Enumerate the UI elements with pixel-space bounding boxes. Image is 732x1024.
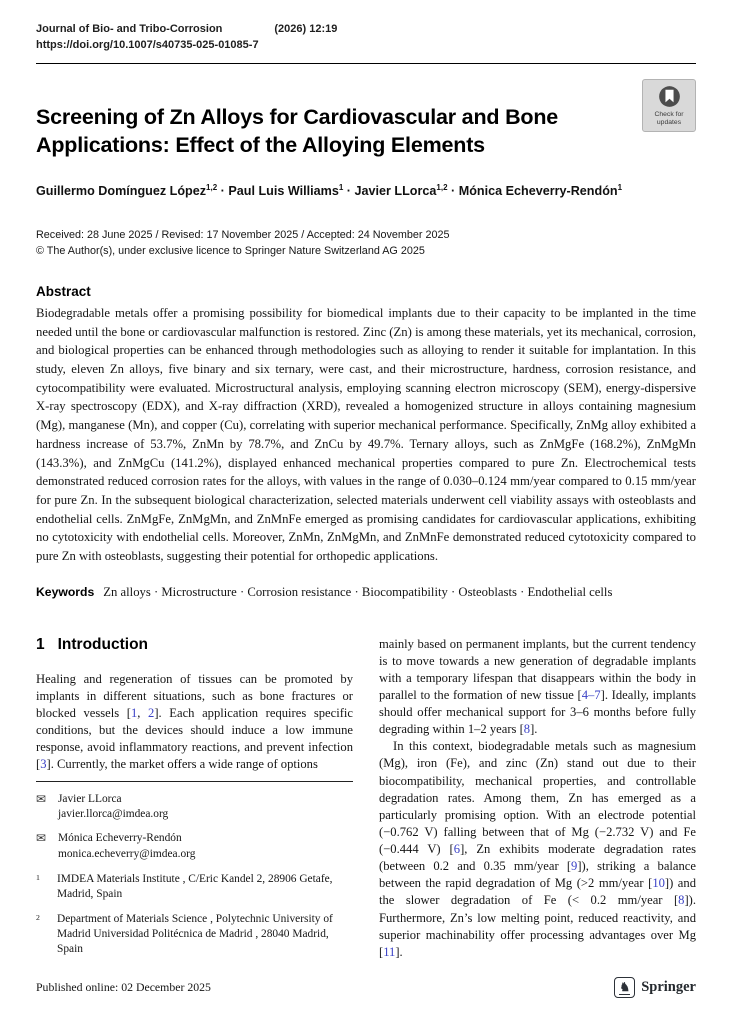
history-line: Received: 28 June 2025 / Revised: 17 November 2025 / Accepted: 24 November 2025: [36, 228, 450, 241]
section-heading-introduction: [36, 636, 353, 654]
intro-paragraph-right-2: In this context, biodegradable metals such as magnesium (Mg), iron (Fe), and zinc (Zn) stand out due to their biocompatibility, mechanical properties, and controllable degradation rates. Among them, Zn has emerged as a particularly promising option. With an electrode potential (−0.762 V) falling between that of Mg (−2.732 V) and Fe (−0.444 V) [6], Zn exhibits moderate degradation rates (between 0.2 and 0.35 mm/year [9]), striking a balance between the rapid degradation of Mg (>2 mm/year [10]) and the slower degradation of Fe (< 0.2 mm/year [8]). Furthermore, Zn’s low melting point, reduced reactivity, and superior machinability offer processing advantages over Mg [11].: [379, 739, 697, 959]
citation-link[interactable]: 3: [40, 757, 47, 772]
affiliation-number: 1: [36, 872, 40, 882]
corresponding-author-email[interactable]: monica.echeverry@imdea.org: [58, 847, 196, 860]
corresponding-author-entry: [36, 831, 353, 861]
citation-link[interactable]: 4–7: [581, 687, 601, 702]
citation-link[interactable]: 8: [523, 722, 531, 737]
springer-logo-text: Springer: [641, 979, 696, 995]
check-for-updates-badge[interactable]: [642, 79, 696, 132]
citation-link[interactable]: 1: [130, 705, 138, 720]
header-rule: [36, 63, 696, 64]
page-header: [36, 22, 696, 54]
springer-knight-icon: ♞: [614, 977, 635, 998]
abstract-text: Biodegradable metals offer a promising possibility for biomedical implants due to their capacity to be implanted in the time needed until the bone or cardiovascular malfunction is restored. Zinc (Zn) is among these materials, yet its mechanical, corrosion, and biological properties can be enhanced through methodologies such as alloying to render it suitable for implantation. In this study, eleven Zn alloys, five binary and six ternary, were cast, and their microstructure, hardness, corrosion resistance, and cytocompatibility were evaluated. Microstructural analysis, employing scanning electron microscopy (SEM), energy-dispersive X-ray spectroscopy (EDX), and X-ray diffraction (XRD), revealed a homogenized structure in alloys containing magnesium (Mg), manganese (Mn), and copper (Cu), correlating with superior mechanical performance. Specifically, ZnMg alloy exhibited a hardness increase of 53.7%, ZnMn by 78.7%, and ZnCu by 49.7%. Ternary alloys, such as ZnMgFe (168.2%), ZnMgMn (143.3%), and ZnMgCu (141.2%), displayed enhanced mechanical properties compared to pure Zn. Electrochemical tests demonstrated reduced corrosion rates for the alloys, with values in the range of 0.030–0.124 mm/year compared to 0.15 mm/year for pure Zn. In the subsequent biological characterization, selected materials underwent cell viability assays with osteoblasts and endothelial cells. ZnMgFe, ZnMgMn, and ZnMnFe emerged as promising candidates for cardiovascular applications, exhibiting no cytotoxicity with endothelial cells. Moreover, ZnMn, ZnMgMn, and ZnMnFe demonstrated reduced cytotoxicity compared to pure Zn with osteoblasts, suggesting their potential for orthopedic applications.: [36, 306, 696, 563]
affiliation-text: Department of Materials Science , Polytechnic University of Madrid Universidad Politécnica de Madrid , 28040 Madrid, Spain: [57, 913, 333, 956]
check-for-updates-label: Check for updates: [654, 111, 684, 127]
right-column: [379, 636, 696, 958]
volume-citation: (2026) 12:19: [274, 23, 338, 35]
corresponding-author-name: Javier LLorca: [58, 793, 122, 806]
check-for-updates-icon: [656, 83, 683, 110]
affiliation-number: 2: [36, 913, 40, 923]
published-online-line: Published online: 02 December 2025: [36, 980, 211, 994]
corresponding-author: [58, 792, 168, 822]
mail-icon: ✉: [36, 831, 47, 846]
citation-link[interactable]: 10: [652, 876, 665, 891]
affiliation-entry: [36, 912, 353, 957]
citation-link[interactable]: 6: [453, 842, 461, 857]
article-meta: [36, 227, 696, 259]
springer-logo: [614, 977, 696, 998]
corresponding-author-email[interactable]: javier.llorca@imdea.org: [58, 808, 169, 821]
citation-link[interactable]: 2: [148, 705, 155, 720]
doi-link[interactable]: https://doi.org/10.1007/s40735-025-01085-7: [36, 38, 259, 51]
footnote-block: [36, 781, 353, 957]
keywords-line: [36, 585, 696, 600]
section-title: Introduction: [57, 635, 149, 653]
section-number: 1: [36, 635, 45, 653]
intro-paragraph-left: Healing and regeneration of tissues can be promoted by implants in different situations, such as bone fractures or blocked vessels [1, 2]. Each application requires specific conditions, but the devices should induce a low immune response, avoid inflammatory reactions, and prevent infection [3]. Currently, the market offers a wide range of options: [36, 671, 353, 772]
corresponding-author: [58, 831, 195, 861]
abstract-heading: Abstract: [36, 284, 91, 300]
citation-link[interactable]: 11: [383, 944, 396, 959]
affiliation-entry: [36, 872, 353, 902]
author-list: Guillermo Domínguez López$^{1,2}$ · Paul Luis Williams$^1$ · Javier LLorca$^{1,2}$ · Mónica Echeverry-Rendón$^1$: [36, 182, 623, 198]
mail-icon: ✉: [36, 792, 47, 807]
article-title: Screening of Zn Alloys for Cardiovascular and Bone Applications: Effect of the Alloying Elements: [36, 104, 559, 157]
page-footer: [36, 977, 696, 998]
corresponding-author-entry: [36, 792, 353, 822]
corresponding-author-name: Mónica Echeverry-Rendón: [58, 832, 182, 845]
intro-paragraph-right-1: mainly based on permanent implants, but the current tendency is to move towards a new generation of degradable implants with a temporary lifespan that disappears within the body in parallel to the formation of new tissue [4–7]. Ideally, implants should offer mechanical support for 3–6 months before fully degrading within 1–2 years [8].: [379, 636, 697, 737]
keywords-text: Zn alloys · Microstructure · Corrosion resistance · Biocompatibility · Osteoblasts · Endothelial cells: [103, 584, 613, 599]
left-column: [36, 636, 353, 958]
affiliation-text: IMDEA Materials Institute , C/Eric Kandel 2, 28906 Getafe, Madrid, Spain: [57, 872, 333, 900]
journal-name: Journal of Bio- and Tribo-Corrosion: [36, 23, 223, 35]
citation-link[interactable]: 9: [571, 859, 578, 874]
copyright-line: © The Author(s), under exclusive licence to Springer Nature Switzerland AG 2025: [36, 244, 425, 257]
keywords-label: Keywords: [36, 584, 95, 599]
citation-link[interactable]: 8: [678, 893, 685, 908]
body-columns: [36, 636, 696, 958]
footnote-rule: [36, 781, 353, 782]
